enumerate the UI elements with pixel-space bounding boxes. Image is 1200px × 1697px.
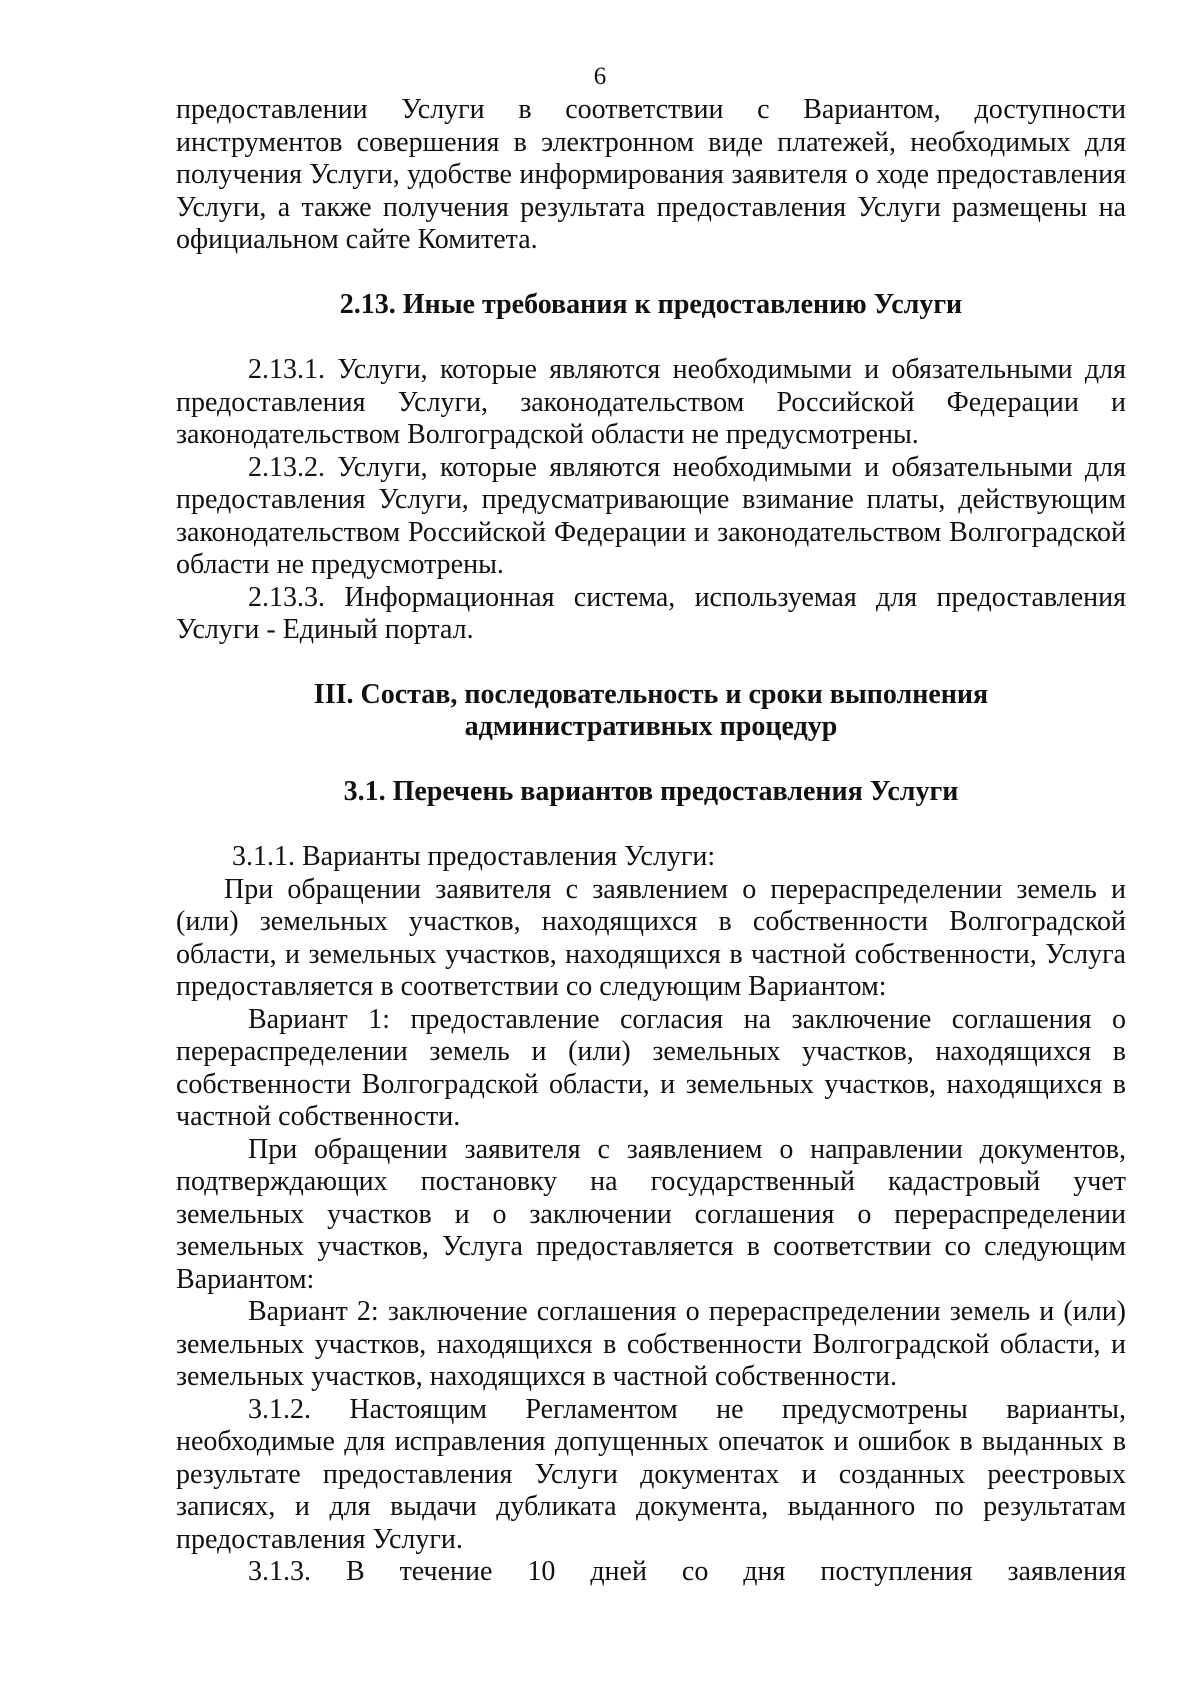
section-2-13-body bbox=[176, 354, 1126, 647]
section-III-heading-line1: III. Состав, последовательность и сроки выполнения bbox=[313, 678, 989, 710]
document-body bbox=[176, 94, 1126, 1589]
item-3-1-3-word: течение bbox=[399, 1556, 493, 1587]
item-3-1-3-word: со bbox=[681, 1556, 709, 1587]
item-3-1-3-word: дней bbox=[590, 1556, 647, 1587]
page-number: 6 bbox=[593, 63, 607, 90]
item-3-1-2: 3.1.2. Настоящим Регламентом не предусмотрены варианты, необходимые для исправления допущенных опечаток и ошибок в выданных в результате предоставления Услуги документах и созданных реестровых записях, и для выдачи дубликата документа, выданного по результатам предоставления Услуги. bbox=[176, 1393, 1126, 1555]
section-3-1-body bbox=[176, 841, 1126, 1589]
item-3-1-3-word: В bbox=[345, 1556, 365, 1587]
item-3-1-3-word: дня bbox=[743, 1556, 786, 1587]
item-3-1-3-word: поступления bbox=[820, 1556, 973, 1587]
section-III-heading-line2: административных процедур bbox=[464, 711, 838, 742]
item-2-13-1: 2.13.1. Услуги, которые являются необходимыми и обязательными для предоставления Услуги, законодательством Российской Федерации и законодательством Волгоградской области не предусмотрены. bbox=[176, 354, 1126, 450]
item-2-13-3: 2.13.3. Информационная система, используемая для предоставления Услуги - Единый портал. bbox=[176, 581, 1126, 645]
item-3-1-1: 3.1.1. Варианты предоставления Услуги: bbox=[232, 841, 716, 872]
section-III-heading bbox=[176, 679, 1126, 744]
item-3-1-3-word: 3.1.3. bbox=[248, 1556, 311, 1587]
item-3-1-3-word: заявления bbox=[1007, 1556, 1126, 1587]
section-2-13-heading: 2.13. Иные требования к предоставлению Услуги bbox=[339, 288, 963, 320]
request-paragraph-2: При обращении заявителя с заявлением о направлении документов, подтверждающих постановку на государственный кадастровый учет земельных участков и о заключении соглашения о перераспределении земельных участков, Услуга предоставляется в соответствии со следующим Вариантом: bbox=[176, 1133, 1126, 1295]
item-3-1-3-word: 10 bbox=[527, 1556, 556, 1587]
variant-1: Вариант 1: предоставление согласия на заключение соглашения о перераспределении земель и (или) земельных участков, находящихся в собственности Волгоградской области, и земельных участков, находящихся в частной собственности. bbox=[176, 1003, 1126, 1132]
variant-2: Вариант 2: заключение соглашения о перераспределении земель и (или) земельных участков, находящихся в собственности Волгоградской области, и земельных участков, находящихся в частной собственности. bbox=[176, 1296, 1126, 1392]
section-3-1-heading: 3.1. Перечень вариантов предоставления Услуги bbox=[343, 775, 959, 807]
item-3-1-3 bbox=[176, 1556, 1126, 1589]
item-2-13-2: 2.13.2. Услуги, которые являются необходимыми и обязательными для предоставления Услуги, предусматривающие взимание платы, действующим законодательством Российской Федерации и законодательством Волгоградской области не предусмотрены. bbox=[176, 451, 1126, 580]
intro-paragraph: предоставлении Услуги в соответствии с Вариантом, доступности инструментов совершения в электронном виде платежей, необходимых для получения Услуги, удобстве информирования заявителя о ходе предоставления Услуги, а также получения результата предоставления Услуги размещены на официальном сайте Комитета. bbox=[176, 94, 1126, 255]
request-paragraph-1: При обращении заявителя с заявлением о перераспределении земель и (или) земельных участков, находящихся в собственности Волгоградской области, и земельных участков, находящихся в частной собственности, Услуга предоставляется в соответствии со следующим Вариантом: bbox=[176, 873, 1126, 1002]
